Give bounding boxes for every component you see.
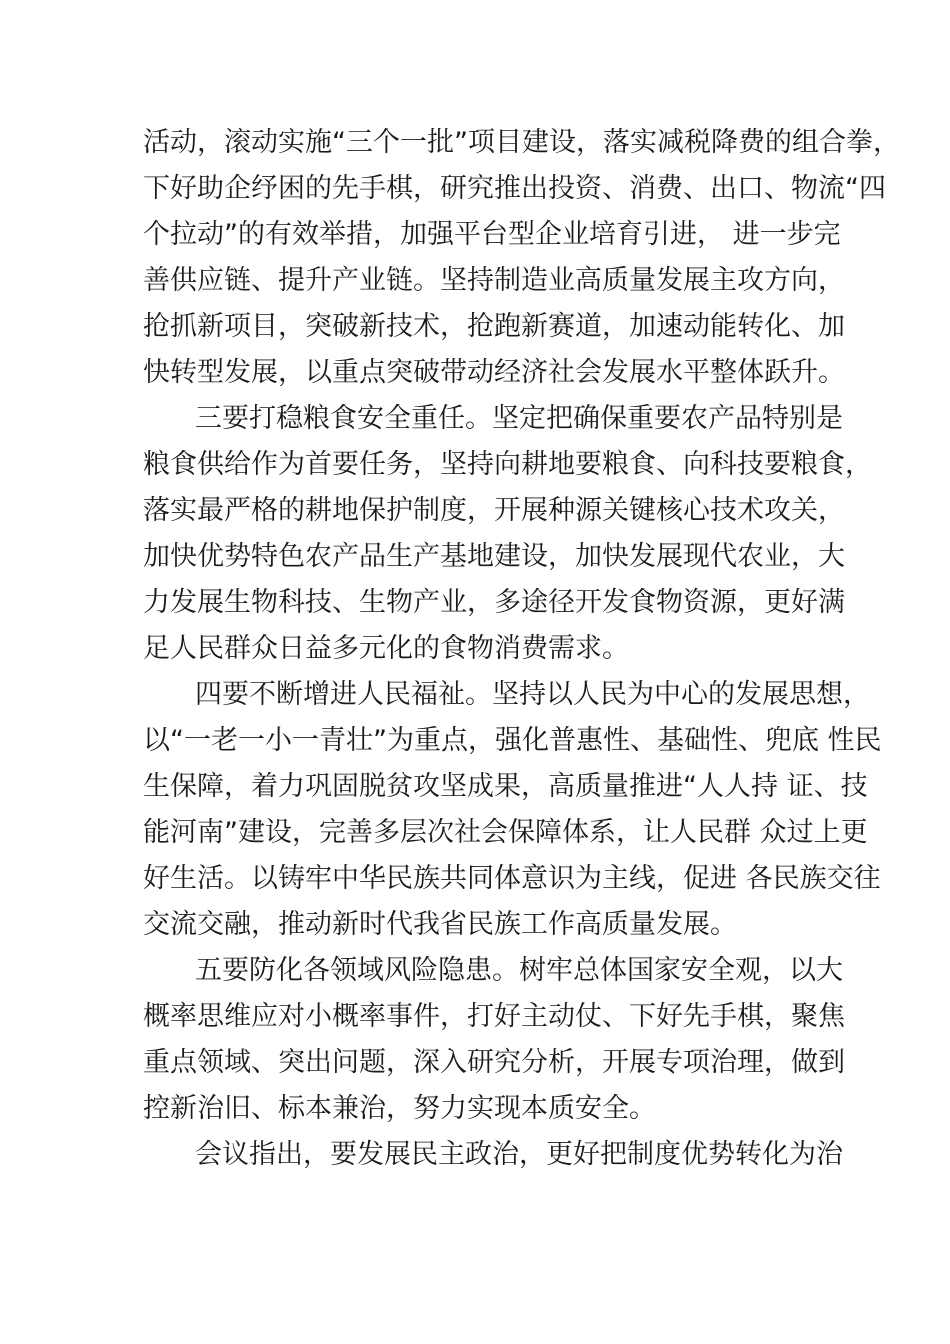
- text-line-20: 概率思维应对小概率事件，打好主动仗、下好先手棋，聚焦: [143, 1001, 845, 1032]
- body-text: [143, 120, 900, 1178]
- text-line-6: 快转型发展，以重点突破带动经济社会发展水平整体跃升。: [143, 357, 845, 388]
- text-line-14: 以“一老一小一青壮”为重点，强化普惠性、基础性、兜底 性民: [143, 725, 882, 756]
- text-line-11: 力发展生物科技、生物产业，多途径开发食物资源，更好满: [143, 587, 845, 618]
- text-line-17: 好生活。以铸牢中华民族共同体意识为主线，促进 各民族交往: [143, 863, 881, 894]
- paragraph-start-line-19: 五要防化各领域风险隐患。树牢总体国家安全观，以大: [195, 955, 843, 986]
- paragraph-start-line-13: 四要不断增进人民福祉。坚持以人民为中心的发展思想，: [195, 679, 870, 710]
- text-line-10: 加快优势特色农产品生产基地建设，加快发展现代农业，大: [143, 541, 845, 572]
- text-line-4: 善供应链、提升产业链。坚持制造业高质量发展主攻方向，: [143, 265, 845, 296]
- text-line-18: 交流交融，推动新时代我省民族工作高质量发展。: [143, 909, 737, 940]
- text-line-22: 控新治旧、标本兼治，努力实现本质安全。: [143, 1093, 656, 1124]
- text-line-1: 活动，滚动实施“三个一批”项目建设，落实减税降费的组合拳，: [143, 127, 900, 158]
- text-line-9: 落实最严格的耕地保护制度，开展种源关键核心技术攻关，: [143, 495, 845, 526]
- text-line-16: 能河南”建设，完善多层次社会保障体系，让人民群 众过上更: [143, 817, 868, 848]
- text-line-21: 重点领域、突出问题，深入研究分析，开展专项治理，做到: [143, 1047, 845, 1078]
- text-line-8: 粮食供给作为首要任务，坚持向耕地要粮食、向科技要粮食，: [143, 449, 872, 480]
- text-line-5: 抢抓新项目，突破新技术，抢跑新赛道，加速动能转化、加: [143, 311, 845, 342]
- text-line-12: 足人民群众日益多元化的食物消费需求。: [143, 633, 629, 664]
- text-line-3: 个拉动”的有效举措，加强平台型企业培育引进， 进一步完: [143, 219, 841, 250]
- paragraph-start-line-7: 三要打稳粮食安全重任。坚定把确保重要农产品特别是: [195, 403, 843, 434]
- text-line-15: 生保障，着力巩固脱贫攻坚成果，高质量推进“人人持 证、技: [143, 771, 868, 802]
- paragraph-start-line-23: 会议指出，要发展民主政治，更好把制度优势转化为治: [195, 1139, 843, 1170]
- text-line-2: 下好助企纾困的先手棋，研究推出投资、消费、出口、物流“四: [143, 173, 886, 204]
